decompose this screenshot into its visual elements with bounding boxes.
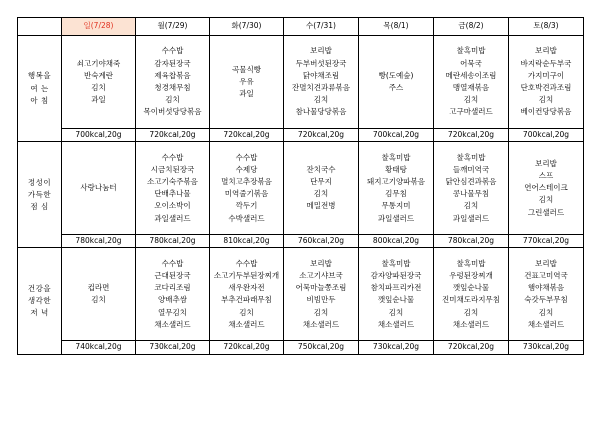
kcal-cell: 730kcal,20g	[136, 341, 210, 354]
menu-item: 김치	[165, 95, 180, 105]
dinner-meal-label	[18, 248, 62, 354]
menu-item: 김치	[538, 307, 554, 317]
menu-item: 황태탕	[385, 164, 407, 174]
menu-cell	[136, 36, 210, 129]
menu-cell	[434, 248, 509, 341]
menu-item: 콩나물무침	[452, 189, 490, 199]
meal-label-line: 가득한	[27, 189, 52, 199]
menu-item: 보리밥	[535, 158, 557, 168]
menu-item: 어묵국	[460, 58, 482, 68]
menu-item: 찰흑미밥	[381, 152, 411, 162]
breakfast-kcal-row	[18, 129, 584, 142]
menu-cell	[434, 36, 509, 129]
menu-item: 우렁된장찌개	[449, 271, 493, 280]
kcal-cell: 700kcal,20g	[359, 129, 434, 142]
day-header-sunday: 일(7/28)	[62, 18, 136, 36]
kcal-cell: 770kcal,20g	[509, 235, 584, 248]
menu-item: 찰흑미밥	[381, 258, 411, 268]
lunch-meal-label	[18, 142, 62, 248]
menu-item: 그린샐러드	[527, 207, 565, 217]
menu-item: 과일샐러드	[377, 213, 415, 223]
menu-item: 건표고미역국	[524, 271, 568, 280]
menu-item: 제육찹볶음	[154, 70, 191, 80]
menu-item: 수수밥	[161, 152, 184, 162]
day-header-friday: 금(8/2)	[434, 18, 509, 36]
menu-cell	[284, 36, 359, 129]
menu-item: 채소샐러드	[154, 319, 191, 329]
menu-item: 김치	[91, 295, 106, 305]
menu-item: 청경채무침	[154, 83, 191, 92]
menu-item: 채소샐러드	[527, 319, 565, 329]
menu-item: 사랑나눔터	[80, 183, 117, 193]
menu-cell	[509, 36, 584, 129]
menu-cell	[210, 142, 284, 235]
meal-label-line: 건강을	[27, 283, 52, 293]
kcal-cell: 810kcal,20g	[210, 235, 284, 248]
menu-item: 김치	[463, 95, 479, 105]
menu-cell	[62, 248, 136, 341]
menu-item: 메밀전병	[306, 201, 336, 211]
menu-item: 부추건파래무침	[221, 295, 272, 305]
menu-item: 들깨미역국	[452, 164, 490, 174]
menu-item: 미역줄기볶음	[224, 189, 269, 199]
menu-item: 주스	[388, 83, 404, 92]
menu-item: 단배추나물	[154, 189, 191, 199]
corner-cell	[18, 18, 62, 36]
menu-item: 가지미구이	[527, 70, 565, 80]
menu-item: 수수밥	[161, 46, 184, 56]
weekly-menu-table	[17, 17, 584, 355]
menu-item: 비빔만두	[306, 295, 336, 305]
menu-item: 새우완자전	[228, 283, 265, 293]
menu-item: 채소샐러드	[377, 319, 415, 329]
menu-item: 보리밥	[535, 258, 557, 268]
meal-label-line: 아 침	[30, 95, 49, 105]
lunch-menu-row	[18, 142, 584, 235]
menu-item: 목이버섯당당볶음	[143, 107, 202, 117]
menu-item: 빵(도예숲)	[378, 70, 414, 80]
menu-item: 감자된장국	[154, 58, 191, 68]
menu-item: 소고기숙주볶음	[147, 177, 198, 186]
menu-item: 두부버섯된장국	[295, 58, 347, 68]
day-header-tuesday: 화(7/30)	[210, 18, 284, 36]
menu-item: 김치	[313, 95, 329, 105]
menu-item: 시금치된장국	[150, 164, 195, 174]
menu-item: 보리밥	[535, 46, 557, 56]
day-header-wednesday: 수(7/31)	[284, 18, 359, 36]
kcal-cell: 700kcal,20g	[509, 129, 584, 142]
menu-item: 반숙계란	[84, 70, 113, 80]
menu-item: 김치	[239, 307, 254, 317]
lunch-kcal-row	[18, 235, 584, 248]
meal-label-line: 저 녁	[30, 308, 49, 318]
meal-label-line: 생각한	[27, 295, 52, 305]
menu-item: 닭야채조림	[302, 70, 340, 80]
dinner-menu-row	[18, 248, 584, 341]
day-header-row	[18, 18, 584, 36]
menu-item: 깍두기	[235, 201, 258, 211]
menu-item: 김치	[388, 307, 404, 317]
menu-cell	[210, 248, 284, 341]
menu-item: 잔멸치견과류볶음	[292, 83, 350, 92]
menu-item: 컵라면	[87, 283, 110, 293]
kcal-cell: 720kcal,20g	[434, 129, 509, 142]
menu-table-body	[18, 18, 584, 355]
menu-cell	[284, 248, 359, 341]
kcal-cell: 780kcal,20g	[136, 235, 210, 248]
menu-item: 곡물식빵	[232, 64, 261, 74]
menu-item: 어묵마늘쫑조림	[295, 283, 347, 293]
meal-label-line: 정성이	[27, 177, 52, 187]
menu-item: 채소샐러드	[228, 319, 265, 329]
day-header-thursday: 목(8/1)	[359, 18, 434, 36]
menu-item: 보리밥	[310, 46, 332, 56]
menu-item: 오이소박이	[154, 201, 191, 211]
menu-item: 과일샐러드	[154, 213, 191, 223]
kcal-cell: 780kcal,20g	[434, 235, 509, 248]
menu-item: 채소샐러드	[302, 319, 340, 329]
menu-cell	[136, 248, 210, 341]
menu-item: 김치	[538, 195, 554, 205]
menu-item: 김치	[313, 307, 329, 317]
menu-item: 단호박견과조림	[520, 83, 572, 92]
menu-item: 김치	[313, 189, 329, 199]
kcal-cell: 720kcal,20g	[210, 129, 284, 142]
menu-cell	[359, 36, 434, 129]
menu-item: 찰흑미밥	[456, 46, 486, 56]
menu-item: 과일샐러드	[452, 213, 490, 223]
day-header-saturday: 토(8/3)	[509, 18, 584, 36]
menu-item: 메란세송이조림	[445, 70, 497, 80]
menu-cell	[359, 142, 434, 235]
menu-item: 수수밥	[161, 258, 184, 268]
menu-item: 깻잎순나물	[377, 295, 415, 305]
menu-item: 과일	[239, 89, 254, 99]
menu-item: 열무김치	[158, 307, 187, 317]
menu-cell	[359, 248, 434, 341]
menu-cell	[136, 142, 210, 235]
menu-cell	[509, 142, 584, 235]
menu-item: 보리밥	[310, 258, 332, 268]
menu-item: 수제당	[235, 164, 258, 174]
menu-item: 찰흑미밥	[456, 258, 486, 268]
menu-item: 베이컨당당볶음	[520, 107, 572, 117]
menu-item: 숙갓두부무침	[524, 295, 568, 305]
menu-item: 닭안심견과볶음	[445, 177, 497, 186]
menu-item: 연어스테이크	[524, 183, 568, 193]
menu-item: 무통지미	[381, 201, 411, 211]
menu-item: 김치	[91, 83, 106, 92]
menu-cell	[509, 248, 584, 341]
meal-label-line: 여 는	[30, 83, 49, 93]
menu-item: 돼지고기양파볶음	[367, 177, 425, 186]
menu-item: 진미채도라지무침	[442, 295, 500, 305]
menu-item: 수박샐러드	[228, 213, 265, 223]
menu-item: 과일	[91, 95, 106, 105]
menu-cell	[434, 142, 509, 235]
kcal-cell: 720kcal,20g	[434, 341, 509, 354]
menu-item: 양배추쌈	[158, 295, 187, 305]
menu-item: 우유	[239, 76, 254, 86]
menu-item: 참치파프리카전	[370, 283, 422, 293]
dinner-kcal-row	[18, 341, 584, 354]
menu-cell	[62, 142, 136, 235]
day-header-monday: 월(7/29)	[136, 18, 210, 36]
kcal-cell: 730kcal,20g	[509, 341, 584, 354]
menu-item: 소고기샤브국	[299, 271, 343, 280]
meal-label-line: 행복을	[27, 71, 52, 81]
kcal-cell: 750kcal,20g	[284, 341, 359, 354]
menu-item: 고구마샐러드	[449, 107, 493, 117]
kcal-cell: 700kcal,20g	[62, 129, 136, 142]
menu-item: 잔치국수	[306, 164, 336, 174]
kcal-cell: 740kcal,20g	[62, 341, 136, 354]
menu-cell	[210, 36, 284, 129]
menu-item: 멸치고추장볶음	[221, 177, 272, 186]
kcal-cell: 800kcal,20g	[359, 235, 434, 248]
menu-item: 쇠고기야채죽	[76, 58, 121, 68]
menu-item: 김무침	[385, 189, 407, 199]
kcal-cell: 760kcal,20g	[284, 235, 359, 248]
breakfast-meal-label	[18, 36, 62, 142]
breakfast-menu-row	[18, 36, 584, 129]
menu-item: 단무지	[310, 177, 332, 186]
menu-item: 바지락순두부국	[520, 58, 572, 68]
menu-item: 소고기두부된장찌개	[213, 271, 280, 280]
kcal-cell: 720kcal,20g	[284, 129, 359, 142]
kcal-cell: 720kcal,20g	[136, 129, 210, 142]
menu-item: 맹열재볶음	[452, 83, 490, 92]
kcal-cell: 720kcal,20g	[210, 341, 284, 354]
menu-item: 김치	[463, 201, 479, 211]
menu-item: 참나물당당볶음	[295, 107, 347, 117]
menu-item: 찰흑미밥	[456, 152, 486, 162]
menu-item: 근대된장국	[154, 271, 191, 280]
kcal-cell: 730kcal,20g	[359, 341, 434, 354]
menu-item: 채소샐러드	[452, 319, 490, 329]
menu-item: 코다리조림	[154, 283, 191, 293]
menu-item: 스프	[538, 170, 554, 180]
kcal-cell: 780kcal,20g	[62, 235, 136, 248]
meal-label-line: 점 심	[30, 201, 49, 211]
menu-item: 깻잎순나물	[452, 283, 490, 293]
menu-cell	[284, 142, 359, 235]
menu-item: 김치	[463, 307, 479, 317]
menu-item: 햄야채볶음	[527, 283, 565, 293]
menu-cell	[62, 36, 136, 129]
menu-item: 수수밥	[235, 258, 258, 268]
menu-item: 김치	[538, 95, 554, 105]
menu-item: 수수밥	[235, 152, 258, 162]
menu-item: 감자양파된장국	[370, 271, 422, 280]
